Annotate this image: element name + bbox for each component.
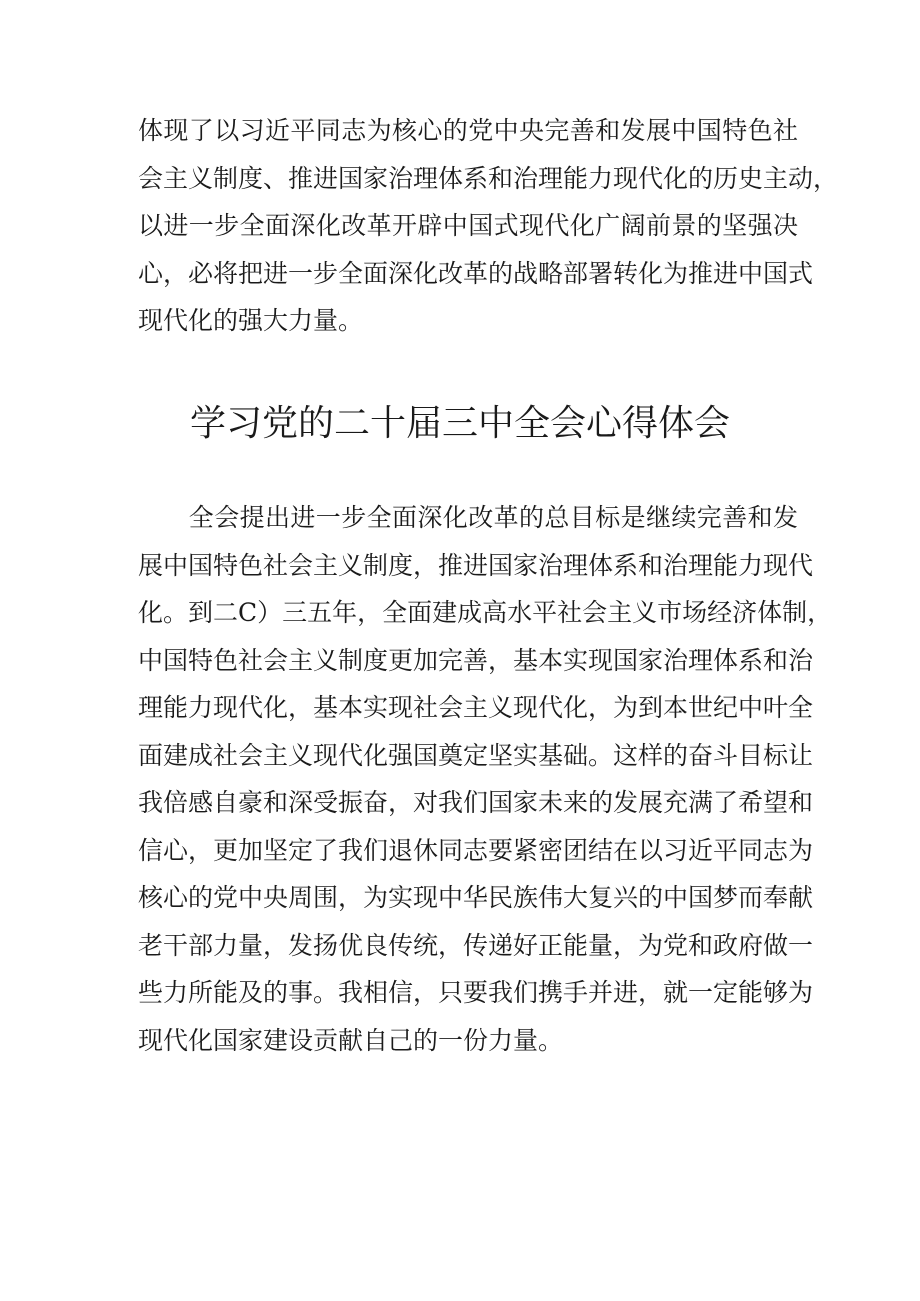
text-line: 会主义制度、推进国家治理体系和治理能力现代化的历史主动， [138, 163, 839, 193]
text-line: 体现了以习近平同志为核心的党中央完善和发展中国特色社 [138, 116, 798, 145]
text-line: 面建成社会主义现代化强国奠定坚实基础。这样的奋斗目标让 [138, 740, 814, 770]
paragraph-body [138, 494, 833, 1064]
text-line: 以进一步全面深化改革开辟中国式现代化广阔前景的坚强决 [138, 211, 798, 240]
text-line: 些力所能及的事。我相信，只要我们携手并进，就一定能够为 [138, 978, 814, 1007]
text-line: 全会提出进一步全面深化改革的总目标是继续完善和发 [138, 503, 798, 532]
text-line: 老干部力量，发扬优良传统，传递好正能量，为党和政府做一 [138, 930, 814, 960]
text-line: 核心的党中央周围，为实现中华民族伟大复兴的中国梦而奉献 [138, 883, 814, 912]
section-heading: 学习党的二十届三中全会心得体会 [189, 403, 730, 444]
text-line: 现代化国家建设贡献自己的一份力量。 [138, 1025, 564, 1055]
text-line: 我倍感自豪和深受振奋，对我们国家未来的发展充满了希望和 [138, 788, 814, 817]
text-line: 心，必将把进一步全面深化改革的战略部署转化为推进中国式 [138, 258, 814, 288]
text-line: 中国特色社会主义制度更加完善，基本实现国家治理体系和治 [138, 645, 814, 675]
text-line: 展中国特色社会主义制度，推进国家治理体系和治理能力现代 [138, 550, 814, 580]
paragraph-continuation [138, 107, 839, 345]
text-line: 现代化的强大力量。 [138, 306, 364, 335]
text-line: 化。到二C）三五年，全面建成高水平社会主义市场经济体制， [138, 598, 833, 627]
text-line: 信心，更加坚定了我们退休同志要紧密团结在以习近平同志为 [138, 835, 814, 865]
text-line: 理能力现代化，基本实现社会主义现代化，为到本世纪中叶全 [138, 693, 814, 722]
